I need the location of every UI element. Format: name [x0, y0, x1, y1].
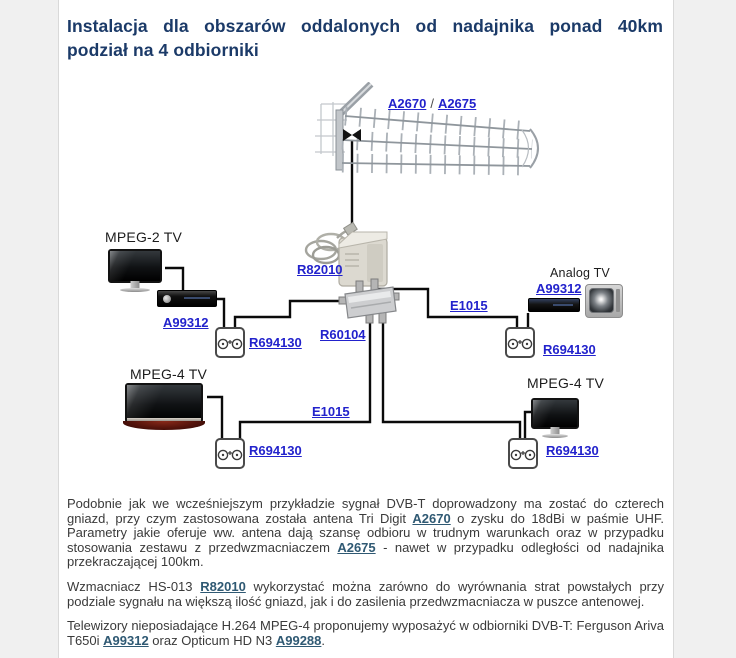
cable-link-e1015-right[interactable]: E1015: [450, 298, 488, 313]
mpeg4-tv-left-image: [125, 383, 203, 423]
body-link-a99288[interactable]: A99288: [275, 632, 322, 648]
paragraph-3: [67, 619, 664, 648]
tv-label-mpeg2: MPEG-2 TV: [105, 229, 183, 245]
tv-base: [542, 434, 568, 438]
paragraph-text: Telewizory nieposiadające H.264 MPEG-4 proponujemy wyposażyć w odbiorniki DVB-T: Ferguson Ariva T650i: [67, 618, 664, 648]
antenna-link-a2675[interactable]: A2675: [437, 96, 477, 111]
wall-outlet-bottom-right: [508, 438, 538, 469]
receiver-right-image: [528, 298, 580, 312]
body-link-a2670[interactable]: A2670: [412, 510, 451, 526]
antenna-label: [388, 95, 476, 113]
cable-lines: [165, 140, 531, 440]
page-title-line-2: podział na 4 odbiorniki: [67, 40, 259, 60]
mpeg2-tv-image: [108, 249, 162, 283]
tv-label-analog: Analog TV: [550, 266, 610, 280]
cable-link-e1015-bottom[interactable]: E1015: [312, 404, 350, 419]
page-title-line-1: Instalacja dla obszarów oddalonych od nadajnika ponad 40km: [67, 16, 663, 36]
paragraph-text: oraz Opticum HD N3: [148, 632, 276, 648]
tv-screen: [110, 251, 160, 281]
outlet-sockets-icon: [507, 334, 533, 352]
outlet-link-top-right[interactable]: R694130: [543, 342, 596, 357]
article-body: [67, 497, 664, 648]
body-link-r82010[interactable]: R82010: [200, 578, 246, 594]
tv-label-mpeg4-right: MPEG-4 TV: [527, 375, 605, 391]
receiver-display: [184, 297, 210, 299]
paragraph-text: Wzmacniacz HS-013: [67, 578, 201, 594]
outlet-link-top-left[interactable]: R694130: [249, 335, 302, 350]
body-link-a99312[interactable]: A99312: [103, 632, 149, 648]
mpeg4-tv-right-image: [531, 398, 579, 429]
receiver-link-left[interactable]: A99312: [163, 315, 209, 330]
splitter-link[interactable]: R60104: [320, 327, 366, 342]
paragraph-text: - nawet w przypadku odległości od nadajnika przekraczającej 100km.: [67, 539, 664, 570]
receiver-link-right[interactable]: A99312: [536, 281, 582, 296]
tv-screen: [533, 400, 577, 427]
receiver-left-image: [157, 290, 217, 307]
wall-outlet-bottom-left: [215, 438, 245, 469]
paragraph-2: [67, 580, 664, 609]
paragraph-1: [67, 497, 664, 570]
receiver-knob: [163, 295, 171, 303]
paragraph-text: wykorzystać można zarówno do wyrównania strat powstałych przy podziale sygnału na większą ilość gniazd, jak i do zasilenia przedwzmacniacza w puszce antenowej.: [67, 578, 665, 609]
antenna-link-a2670[interactable]: A2670: [388, 96, 427, 111]
wall-outlet-top-right: [505, 327, 535, 358]
article: [58, 0, 674, 658]
tv-base: [120, 288, 150, 292]
body-link-a2675[interactable]: A2675: [337, 539, 376, 555]
paragraph-text: o zysku do 18dBi w paśmie UHF. Parametry jakie oferuje ww. antena dają szansę odbioru w trudnym warunkach oraz w przypadku stosowania zestawu z przedwzmacniaczem: [67, 510, 664, 555]
amplifier-link[interactable]: R82010: [297, 262, 343, 277]
tv-screen: [127, 385, 201, 421]
tv-label-mpeg4-left: MPEG-4 TV: [130, 366, 208, 382]
page-title: [67, 14, 663, 62]
outlet-sockets-icon: [217, 445, 243, 463]
crt-screen: [589, 288, 614, 313]
installation-diagram: [59, 82, 675, 497]
outlet-link-bottom-left[interactable]: R694130: [249, 443, 302, 458]
paragraph-text: .: [321, 632, 326, 648]
outlet-sockets-icon: [217, 334, 243, 352]
receiver-display: [553, 304, 573, 306]
antenna-label-separator: /: [430, 96, 434, 111]
diagram-art: [59, 82, 675, 497]
crt-controls: [616, 289, 620, 312]
outlet-sockets-icon: [510, 445, 536, 463]
outlet-link-bottom-right[interactable]: R694130: [546, 443, 599, 458]
paragraph-text: Podobnie jak we wcześniejszym przykładzie sygnał DVB-T doprowadzony ma zostać do czterech gniazd, przy czym zastosowana została antena Tri Digit: [67, 496, 664, 526]
analog-tv-image: [585, 284, 623, 318]
wall-outlet-top-left: [215, 327, 245, 358]
